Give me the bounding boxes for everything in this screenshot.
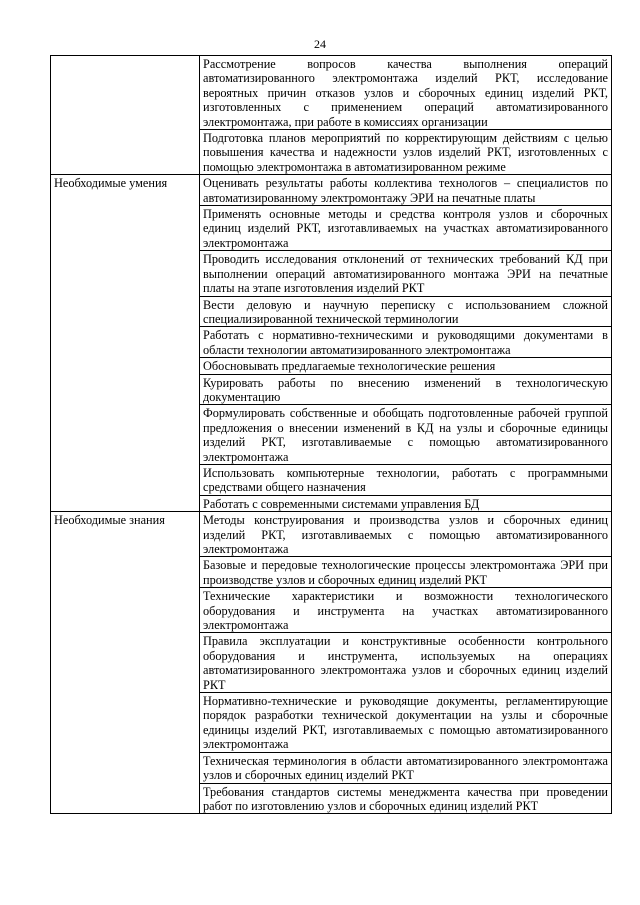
table-row: [51, 512, 612, 557]
section-label: Необходимые знания: [51, 512, 200, 814]
requirement-item: Формулировать собственные и обобщать подготовленные рабочей группой предложения о внесении изменений в КД на узлы и сборочные единицы изделий РКТ, изготавливаемые с помощью автоматизированного электромонтажа: [200, 405, 612, 465]
requirement-item: Применять основные методы и средства контроля узлов и сборочных единиц изделий РКТ, изготавливаемых на участках автоматизированного электромонтажа: [200, 206, 612, 251]
requirement-item: Требования стандартов системы менеджмента качества при проведении работ по изготовлению узлов и сборочных единиц изделий РКТ: [200, 783, 612, 814]
requirement-item: Курировать работы по внесению изменений в технологическую документацию: [200, 374, 612, 405]
section-label: [51, 56, 200, 175]
qualification-table: [50, 55, 612, 814]
table-row: [51, 175, 612, 206]
section-label: Необходимые умения: [51, 175, 200, 512]
requirement-item: Работать с нормативно-техническими и руководящими документами в области технологии автоматизированного электромонтажа: [200, 327, 612, 358]
page-number: 24: [314, 37, 326, 51]
requirement-item: Обосновывать предлагаемые технологические решения: [200, 358, 612, 374]
requirement-item: Методы конструирования и производства узлов и сборочных единиц изделий РКТ, изготавливаемых с помощью автоматизированного электромонтажа: [200, 512, 612, 557]
requirement-item: Нормативно-технические и руководящие документы, регламентирующие порядок разработки технической документации на узлы и сборочные единицы изделий РКТ, изготавливаемых с помощью автоматизированного электромонтажа: [200, 693, 612, 753]
requirement-item: Правила эксплуатации и конструктивные особенности контрольного оборудования и инструмента, используемых на операциях автоматизированного электромонтажа узлов и сборочных единиц изделий РКТ: [200, 633, 612, 693]
requirement-item: Техническая терминология в области автоматизированного электромонтажа узлов и сборочных единиц изделий РКТ: [200, 752, 612, 783]
requirement-item: Проводить исследования отклонений от технических требований КД при выполнении операций автоматизированного монтажа ЭРИ на печатные платы на этапе изготовления изделий РКТ: [200, 251, 612, 296]
table-row: [51, 56, 612, 130]
requirement-item: Работать с современными системами управления БД: [200, 495, 612, 511]
requirement-item: Технические характеристики и возможности технологического оборудования и инструмента на участках автоматизированного электромонтажа: [200, 588, 612, 633]
requirement-item: Подготовка планов мероприятий по корректирующим действиям с целью повышения качества и надежности узлов изделий РКТ, изготовленных с помощью электромонтажа в автоматизированном режиме: [200, 130, 612, 175]
requirement-item: Использовать компьютерные технологии, работать с программными средствами общего назначения: [200, 464, 612, 495]
requirement-item: Базовые и передовые технологические процессы электромонтажа ЭРИ при производстве узлов и сборочных единиц изделий РКТ: [200, 557, 612, 588]
requirement-item: Вести деловую и научную переписку с использованием сложной специализированной технической терминологии: [200, 296, 612, 327]
qualification-table-body: [51, 56, 612, 814]
requirement-item: Оценивать результаты работы коллектива технологов – специалистов по автоматизированному электромонтажу ЭРИ на печатные платы: [200, 175, 612, 206]
requirement-item: Рассмотрение вопросов качества выполнения операций автоматизированного электромонтажа изделий РКТ, исследование вероятных причин отказов узлов и сборочных единиц изделий РКТ, изготовленных с применением операций автоматизированного электромонтажа, при работе в комиссиях организации: [200, 56, 612, 130]
